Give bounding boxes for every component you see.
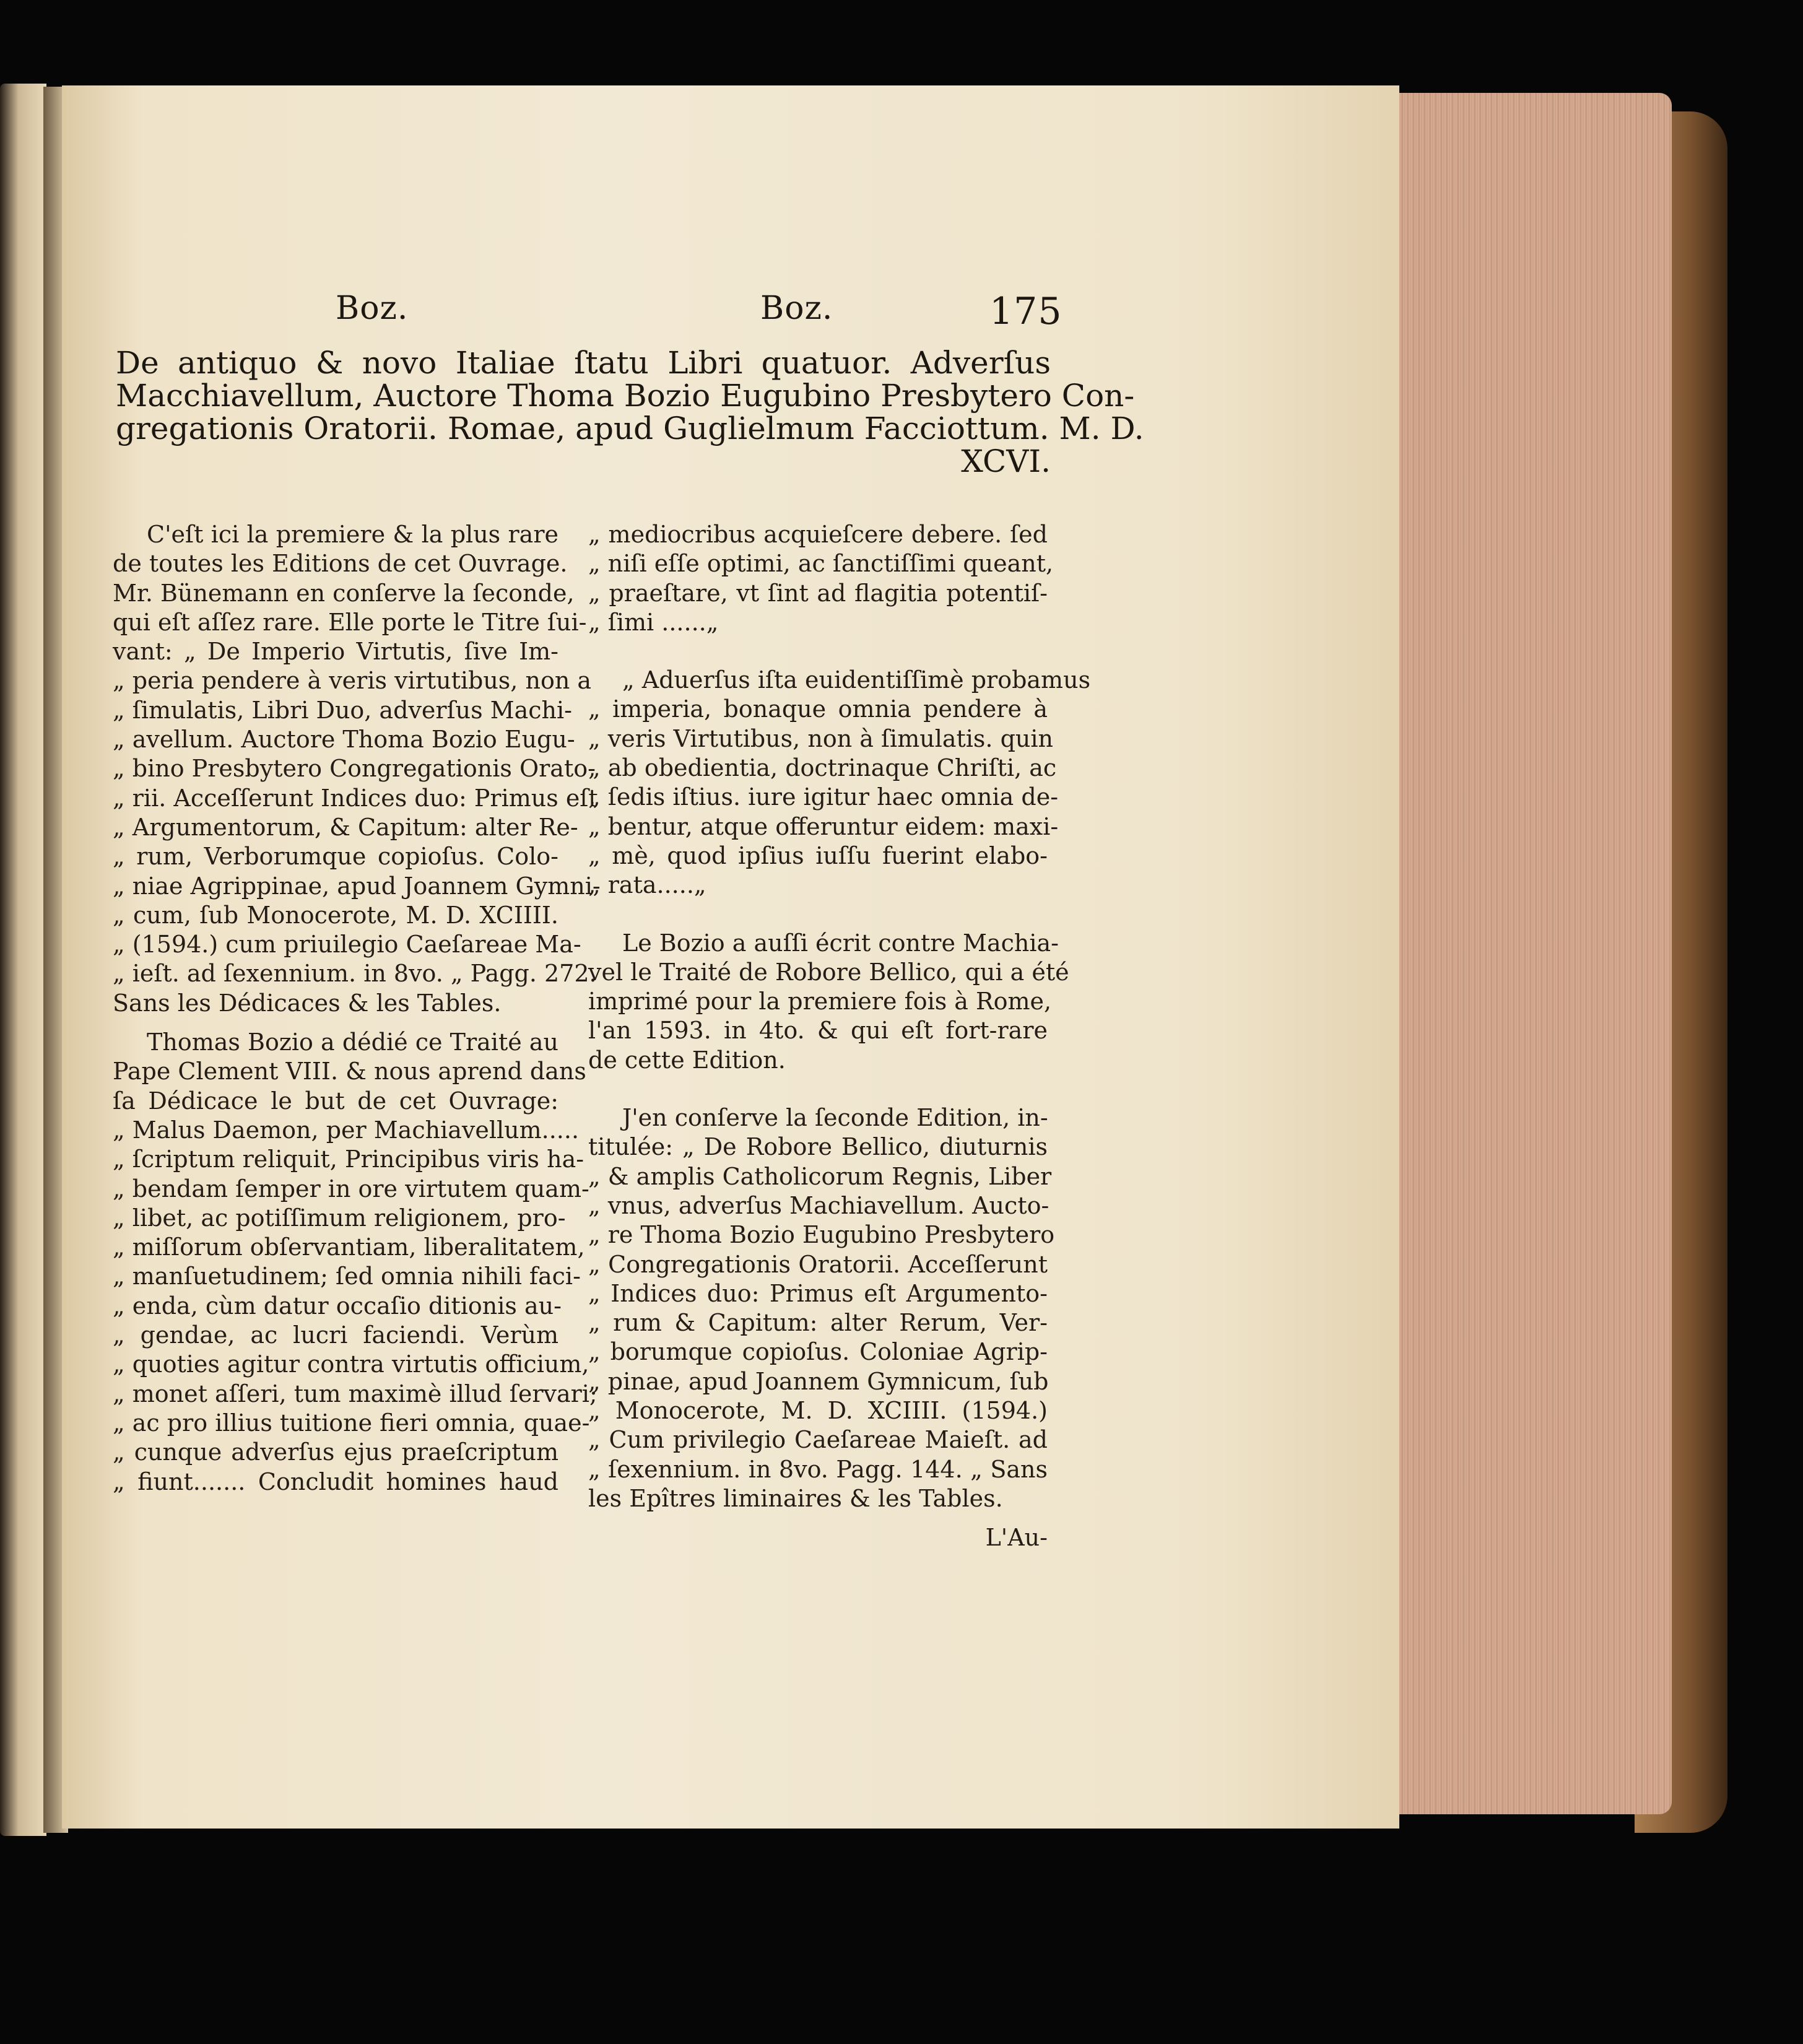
text-line: imprimé pour la premiere fois à Rome,: [588, 988, 1052, 1015]
text-line: „ ab obedientia, doctrinaque Chriſti, ac: [588, 754, 1057, 782]
text-line: „ ſexennium. in 8vo. Pagg. 144. „ Sans: [588, 1455, 1048, 1483]
text-line: „ praeſtare, vt ſint ad flagitia potentiſ-: [588, 579, 1048, 607]
text-line: „ & amplis Catholicorum Regnis, Liber: [588, 1162, 1052, 1190]
title-line: gregationis Oratorii. Romae, apud Guglielmum Facciottum. M. D.: [116, 411, 1144, 446]
text-line: „ peria pendere à veris virtutibus, non a: [113, 667, 592, 695]
text-line: „ fiunt....... Concludit homines haud: [113, 1468, 558, 1495]
title-line: XCVI.: [961, 443, 1051, 479]
text-line: „ bendam ſemper in ore virtutem quam-: [113, 1175, 589, 1202]
text-line: „ pinae, apud Joannem Gymnicum, ſub: [588, 1367, 1049, 1395]
text-line: „ cum, ſub Monocerote, M. D. XCIIII.: [113, 901, 558, 929]
text-line: „ niſi eſſe optimi, ac ſanctiſſimi queant,: [588, 550, 1054, 578]
paragraph: [113, 1028, 597, 1497]
text-line: „ ieſt. ad ſexennium. in 8vo. „ Pagg. 272.: [113, 960, 597, 988]
text-line: „ (1594.) cum priuilegio Caeſareae Ma-: [113, 931, 581, 959]
text-line: „ ſcriptum reliquit, Principibus viris ha-: [113, 1146, 584, 1173]
text-line: „ ſedis iſtius. iure igitur haec omnia de-: [588, 783, 1059, 811]
text-line: vant: „ De Imperio Virtutis, ſive Im-: [113, 638, 558, 666]
text-line: „ libet, ac potiſſimum religionem, pro-: [113, 1204, 566, 1232]
text-line: „ enda, cùm datur occaſio ditionis au-: [113, 1292, 562, 1320]
paragraph: [588, 929, 1069, 1075]
right-column: [588, 520, 1091, 1553]
text-line: „ miſſorum obſervantiam, liberalitatem,: [113, 1233, 585, 1261]
page-block-edges: [1393, 93, 1672, 1814]
text-line: „ rii. Acceſſerunt Indices duo: Primus eſt: [113, 784, 598, 812]
text-line: „ re Thoma Bozio Eugubino Presbytero: [588, 1221, 1055, 1249]
text-line: „ manſuetudinem; ſed omnia nihili faci-: [113, 1263, 581, 1290]
title-line: Macchiavellum, Auctore Thoma Bozio Eugubino Presbytero Con-: [116, 378, 1135, 414]
paragraph: [588, 520, 1054, 637]
text-line: de cette Edition.: [588, 1046, 786, 1074]
paragraph: [588, 1103, 1055, 1513]
text-line: les Epîtres liminaires & les Tables.: [588, 1484, 1003, 1512]
text-line: „ bino Presbytero Congregationis Orato-: [113, 755, 596, 783]
text-line: Sans les Dédicaces & les Tables.: [113, 989, 502, 1017]
text-line: Thomas Bozio a dédié ce Traité au: [147, 1029, 558, 1056]
text-line: „ Monocerote, M. D. XCIIII. (1594.): [588, 1397, 1048, 1425]
text-line: „ rum, Verborumque copioſus. Colo-: [113, 843, 558, 871]
text-line: „ Congregationis Oratorii. Acceſſerunt: [588, 1250, 1048, 1278]
left-column: [113, 520, 601, 1507]
paragraph: [113, 520, 601, 1018]
entry-title: [116, 345, 1144, 479]
text-line: ſa Dédicace le but de cet Ouvrage:: [113, 1087, 558, 1115]
text-line: Mr. Bünemann en conſerve la ſeconde,: [113, 579, 575, 607]
text-line: „ gendae, ac lucri faciendi. Verùm: [113, 1321, 558, 1349]
text-line: „ quoties agitur contra virtutis officium,: [113, 1350, 589, 1378]
text-line: „ rata.....„: [588, 871, 706, 899]
title-line: De antiquo & novo Italiae ſtatu Libri quatuor. Adverſus: [116, 345, 1051, 381]
running-head-center: Boz.: [760, 290, 833, 327]
text-line: „ Argumentorum, & Capitum: alter Re-: [113, 813, 578, 841]
text-line: J'en conſerve la ſeconde Edition, in-: [622, 1104, 1048, 1132]
text-line: „ Indices duo: Primus eſt Argumento-: [588, 1279, 1048, 1307]
paragraph: [588, 666, 1091, 900]
text-line: „ ac pro illius tuitione fieri omnia, quae-: [113, 1409, 590, 1437]
text-line: l'an 1593. in 4to. & qui eſt fort-rare: [588, 1017, 1048, 1045]
text-line: „ mè, quod ipſius iuſſu fuerint elabo-: [588, 842, 1048, 869]
text-line: „ monet aſſeri, tum maximè illud ſervari;: [113, 1380, 597, 1407]
text-line: qui eſt aſſez rare. Elle porte le Titre ſui-: [113, 608, 587, 636]
text-line: „ ſimulatis, Libri Duo, adverſus Machi-: [113, 696, 573, 724]
text-line: de toutes les Editions de cet Ouvrage.: [113, 550, 568, 578]
text-line: „ bentur, atque offeruntur eidem: maxi-: [588, 812, 1059, 840]
text-line: Le Bozio a auſſi écrit contre Machia-: [622, 929, 1059, 957]
text-line: „ cunque adverſus ejus praeſcriptum: [113, 1438, 558, 1466]
text-line: „ avellum. Auctore Thoma Bozio Eugu-: [113, 726, 575, 754]
text-line: „ Aduerſus iſta euidentiſſimè probamus: [622, 666, 1091, 694]
catchword: L'Au-: [985, 1524, 1048, 1552]
text-line: „ niae Agrippinae, apud Joannem Gymni-: [113, 872, 601, 900]
text-line: „ ſimi ......„: [588, 608, 719, 636]
text-line: „ veris Virtutibus, non à ſimulatis. quin: [588, 724, 1054, 752]
text-line: vel le Traité de Robore Bellico, qui a été: [588, 958, 1069, 986]
running-head-left: Boz.: [336, 290, 409, 327]
text-line: titulée: „ De Robore Bellico, diuturnis: [588, 1133, 1048, 1161]
text-line: „ imperia, bonaque omnia pendere à: [588, 695, 1048, 723]
text-line: C'eſt ici la premiere & la plus rare: [147, 521, 558, 548]
page-number: 175: [989, 290, 1062, 333]
text-line: „ Malus Daemon, per Machiavellum.....: [113, 1116, 580, 1144]
text-line: „ rum & Capitum: alter Rerum, Ver-: [588, 1309, 1048, 1337]
text-line: „ Cum privilegio Caeſareae Maieſt. ad: [588, 1426, 1048, 1454]
text-line: „ mediocribus acquieſcere debere. ſed: [588, 521, 1048, 548]
text-line: „ borumque copioſus. Coloniae Agrip-: [588, 1338, 1048, 1366]
left-page-edge: [0, 84, 46, 1836]
text-line: Pape Clement VIII. & nous aprend dans: [113, 1058, 586, 1085]
text-line: „ vnus, adverſus Machiavellum. Aucto-: [588, 1191, 1049, 1219]
